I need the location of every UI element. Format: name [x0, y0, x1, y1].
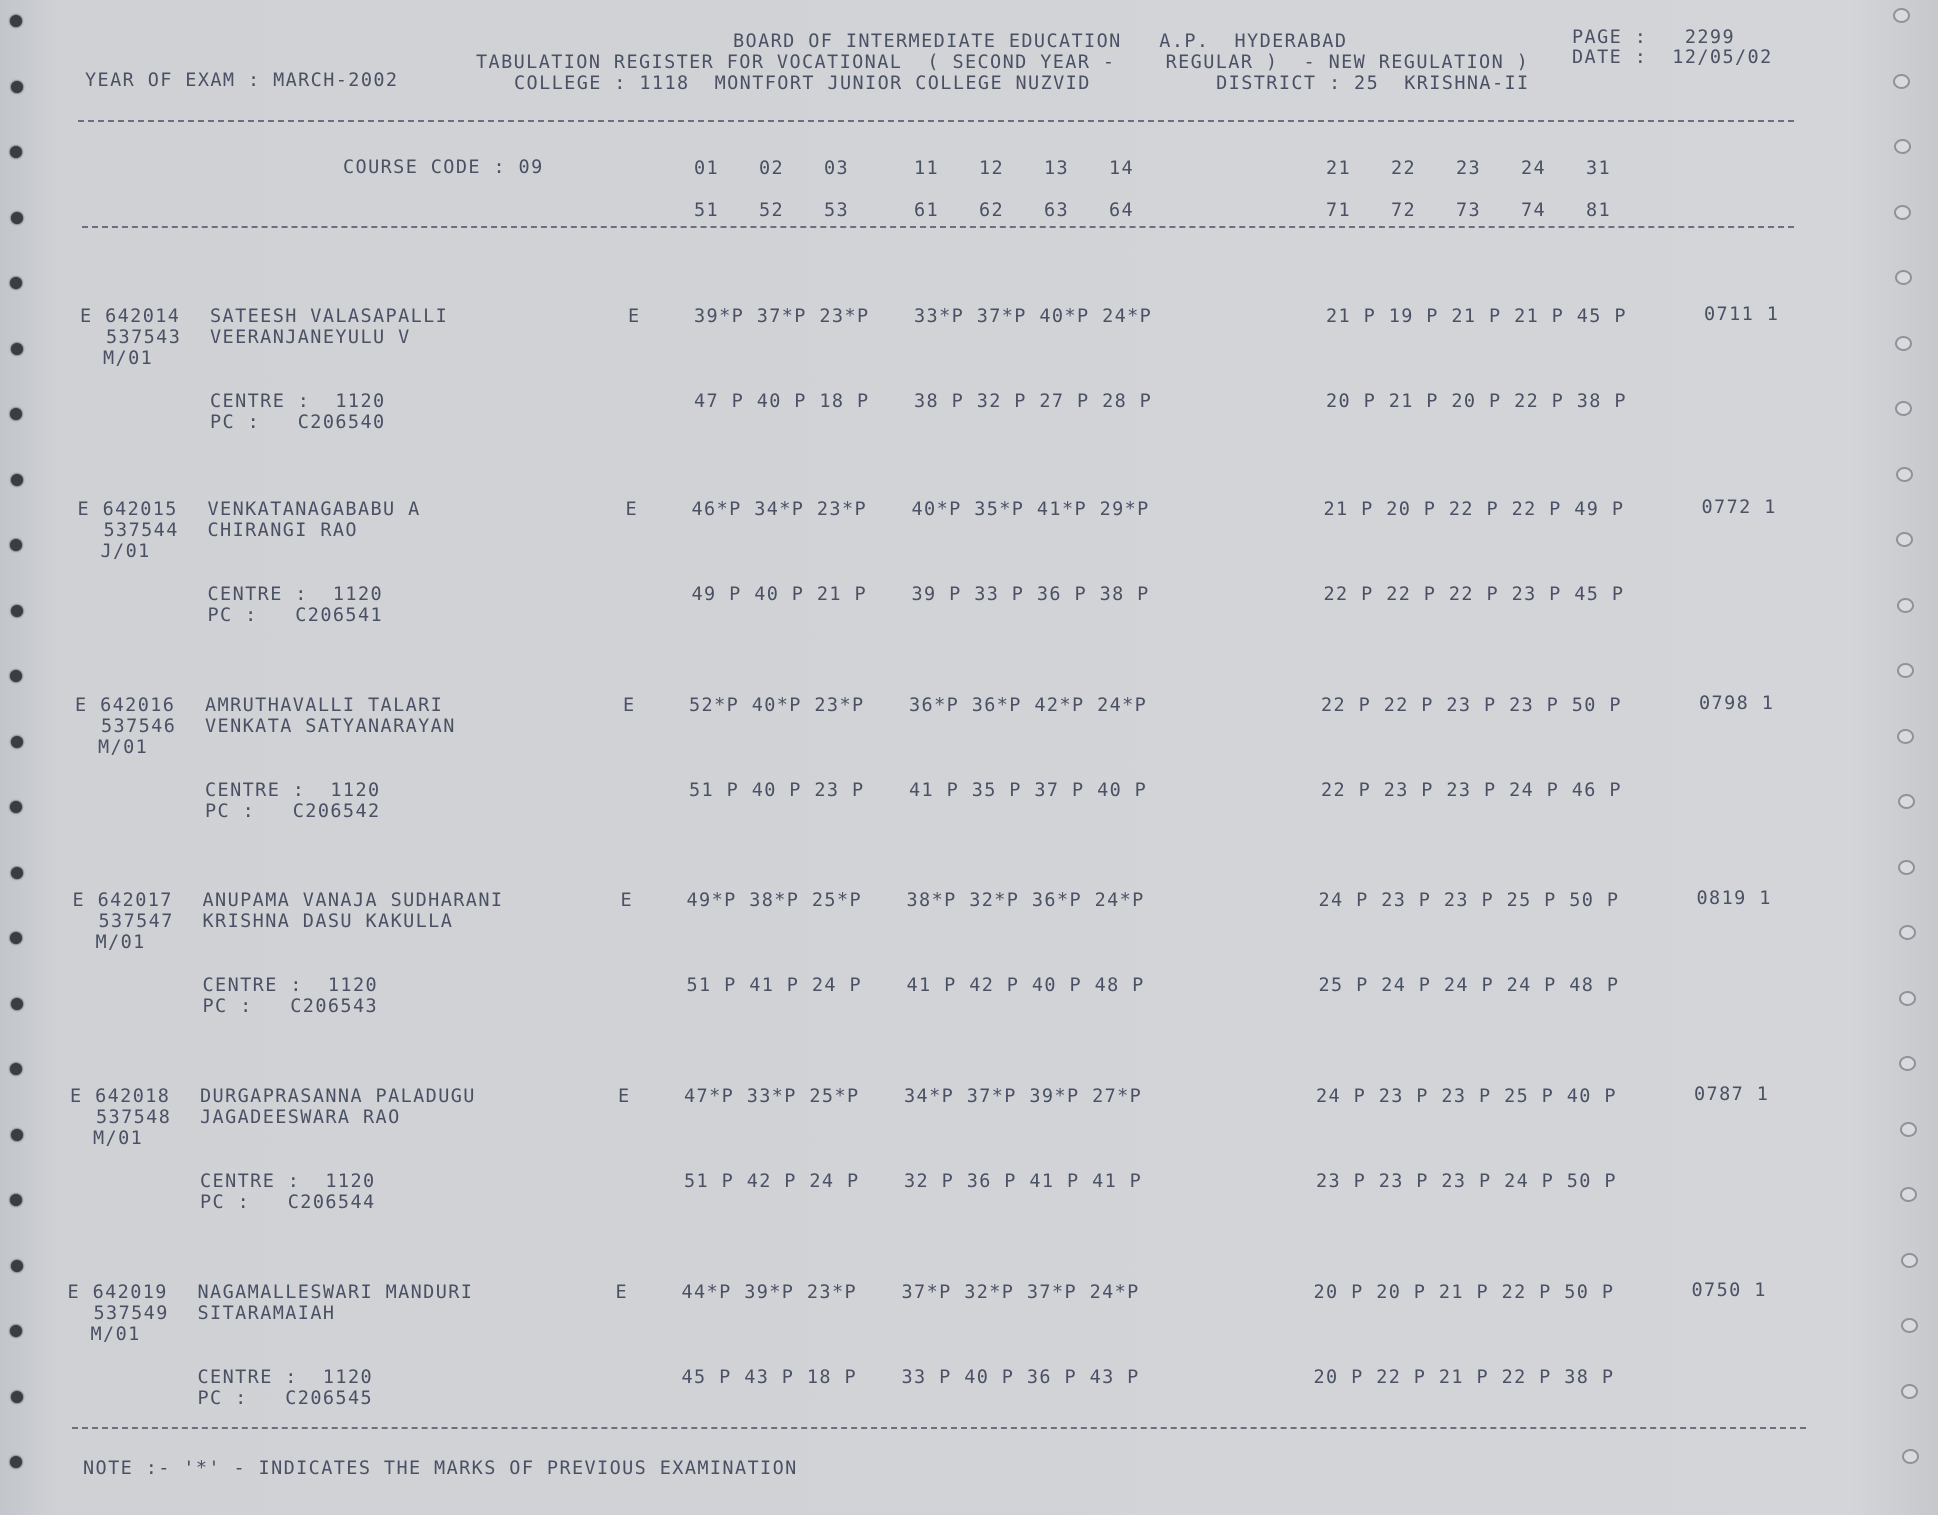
first-year-marks-group1: 49*P 38*P 25*P	[686, 890, 863, 911]
first-year-marks-group3: 21 P 19 P 21 P 21 P 45 P	[1326, 306, 1627, 327]
category-code: M/01	[95, 932, 146, 953]
roll-number: 537549	[93, 1303, 169, 1324]
second-year-marks-group1: 47 P 40 P 18 P	[694, 391, 870, 412]
column-header-cell: 52	[759, 200, 785, 221]
column-header-cell: 71	[1326, 200, 1352, 221]
second-year-marks-group2: 32 P 36 P 41 P 41 P	[904, 1171, 1143, 1192]
feed-hole	[11, 998, 23, 1010]
first-year-marks-group3: 20 P 20 P 21 P 22 P 50 P	[1313, 1282, 1615, 1303]
feed-hole	[11, 1391, 23, 1403]
first-year-marks-group3: 24 P 23 P 23 P 25 P 50 P	[1318, 890, 1620, 911]
father-name: JAGADEESWARA RAO	[200, 1107, 401, 1128]
category-code: J/01	[100, 541, 151, 562]
second-year-marks-group2: 38 P 32 P 27 P 28 P	[914, 391, 1153, 412]
feed-hole	[10, 1063, 22, 1075]
column-header-cell: 81	[1586, 200, 1612, 221]
second-year-marks-group1: 51 P 40 P 23 P	[689, 780, 865, 801]
category-code: M/01	[98, 737, 149, 758]
second-year-marks-group3: 20 P 22 P 21 P 22 P 38 P	[1313, 1367, 1615, 1388]
category-code: M/01	[93, 1128, 144, 1149]
pc-number: PC : C206544	[200, 1192, 376, 1213]
medium: E	[615, 1282, 629, 1303]
second-year-marks-group1: 51 P 42 P 24 P	[684, 1171, 860, 1192]
medium: E	[620, 890, 634, 911]
feed-hole	[10, 932, 22, 944]
feed-hole	[1900, 1187, 1917, 1202]
board-title: BOARD OF INTERMEDIATE EDUCATION A.P. HYDERABAD	[733, 31, 1348, 52]
candidate-name: AMRUTHAVALLI TALARI	[205, 695, 444, 716]
column-rule	[82, 226, 1794, 228]
college-district: COLLEGE : 1118 MONTFORT JUNIOR COLLEGE NUZVID DISTRICT : 25 KRISHNA-II	[514, 73, 1530, 94]
feed-hole	[10, 539, 22, 551]
pc-number: PC : C206540	[210, 412, 386, 433]
column-header-cell: 64	[1109, 200, 1135, 221]
feed-hole	[11, 343, 23, 355]
column-header-cell: 23	[1456, 158, 1482, 179]
print-date: DATE : 12/05/02	[1572, 47, 1773, 68]
father-name: SITARAMAIAH	[197, 1303, 336, 1324]
first-year-marks-group2: 33*P 37*P 40*P 24*P	[914, 306, 1153, 327]
exam-year: YEAR OF EXAM : MARCH-2002	[85, 70, 399, 91]
grand-total: 0772 1	[1701, 497, 1777, 518]
candidate-name: ANUPAMA VANAJA SUDHARANI	[202, 890, 504, 911]
feed-hole	[11, 474, 23, 486]
feed-hole	[1893, 74, 1910, 89]
exam-centre: CENTRE : 1120	[202, 975, 379, 996]
category-code: M/01	[90, 1324, 141, 1345]
second-year-marks-group3: 22 P 23 P 23 P 24 P 46 P	[1321, 780, 1622, 801]
first-year-marks-group2: 40*P 35*P 41*P 29*P	[911, 499, 1150, 520]
pc-number: PC : C206542	[205, 801, 381, 822]
first-year-marks-group2: 38*P 32*P 36*P 24*P	[906, 890, 1145, 911]
feed-hole	[11, 81, 23, 93]
feed-hole	[1898, 860, 1915, 875]
second-year-marks-group3: 25 P 24 P 24 P 24 P 48 P	[1318, 975, 1620, 996]
candidate-name: DURGAPRASANNA PALADUGU	[200, 1086, 476, 1107]
feed-hole	[10, 670, 22, 682]
first-year-marks-group3: 22 P 22 P 23 P 23 P 50 P	[1321, 695, 1622, 716]
roll-number: 537543	[106, 327, 182, 348]
second-year-marks-group2: 33 P 40 P 36 P 43 P	[901, 1367, 1140, 1388]
column-header-cell: 22	[1391, 158, 1417, 179]
feed-hole	[1900, 1122, 1917, 1137]
column-header-cell: 21	[1326, 158, 1352, 179]
feed-hole	[10, 1194, 22, 1206]
column-header-cell: 13	[1044, 158, 1070, 179]
feed-hole	[1901, 1384, 1918, 1399]
feed-hole	[1899, 1056, 1916, 1071]
pc-number: PC : C206543	[202, 996, 379, 1017]
hallticket-number: E 642016	[75, 695, 176, 716]
first-year-marks-group3: 21 P 20 P 22 P 22 P 49 P	[1323, 499, 1625, 520]
second-year-marks-group1: 49 P 40 P 21 P	[691, 584, 868, 605]
feed-hole	[1901, 1253, 1918, 1268]
roll-number: 537546	[101, 716, 177, 737]
second-year-marks-group3: 23 P 23 P 23 P 24 P 50 P	[1316, 1171, 1617, 1192]
pc-number: PC : C206541	[207, 605, 384, 626]
exam-centre: CENTRE : 1120	[200, 1171, 376, 1192]
feed-hole	[1897, 729, 1914, 744]
first-year-marks-group1: 46*P 34*P 23*P	[691, 499, 868, 520]
roll-number: 537544	[103, 520, 179, 541]
feed-hole	[11, 867, 23, 879]
feed-hole	[1898, 794, 1915, 809]
column-header-cell: 24	[1521, 158, 1547, 179]
feed-hole	[1896, 467, 1913, 482]
pc-number: PC : C206545	[197, 1388, 374, 1409]
header-rule	[78, 120, 1794, 122]
column-header-cell: 02	[759, 158, 785, 179]
second-year-marks-group3: 20 P 21 P 20 P 22 P 38 P	[1326, 391, 1627, 412]
register-title: TABULATION REGISTER FOR VOCATIONAL ( SECOND YEAR - REGULAR ) - NEW REGULATION )	[476, 52, 1530, 73]
feed-hole	[11, 212, 23, 224]
feed-hole	[11, 736, 23, 748]
column-header-cell: 31	[1586, 158, 1612, 179]
feed-hole	[10, 801, 22, 813]
candidate-name: SATEESH VALASAPALLI	[210, 306, 449, 327]
course-code: COURSE CODE : 09	[343, 157, 544, 178]
father-name: VENKATA SATYANARAYAN	[205, 716, 456, 737]
medium: E	[628, 306, 641, 327]
column-header-cell: 03	[824, 158, 850, 179]
feed-hole	[1895, 270, 1912, 285]
first-year-marks-group2: 34*P 37*P 39*P 27*P	[904, 1086, 1143, 1107]
page-number: PAGE : 2299	[1572, 27, 1735, 48]
feed-hole	[1902, 1449, 1919, 1464]
feed-hole	[1901, 1318, 1918, 1333]
feed-hole	[1894, 139, 1911, 154]
column-header-cell: 01	[694, 158, 720, 179]
candidate-name: VENKATANAGABABU A	[207, 499, 421, 520]
first-year-marks-group3: 24 P 23 P 23 P 25 P 40 P	[1316, 1086, 1617, 1107]
grand-total: 0750 1	[1691, 1280, 1767, 1301]
feed-hole	[10, 408, 22, 420]
grand-total: 0787 1	[1694, 1084, 1770, 1105]
medium: E	[623, 695, 636, 716]
column-header-cell: 74	[1521, 200, 1547, 221]
father-name: VEERANJANEYULU V	[210, 327, 411, 348]
column-header-cell: 14	[1109, 158, 1135, 179]
first-year-marks-group1: 47*P 33*P 25*P	[684, 1086, 860, 1107]
feed-hole	[1897, 663, 1914, 678]
footnote: NOTE :- '*' - INDICATES THE MARKS OF PREVIOUS EXAMINATION	[83, 1458, 798, 1479]
exam-centre: CENTRE : 1120	[210, 391, 386, 412]
grand-total: 0798 1	[1699, 693, 1775, 714]
feed-hole	[1897, 598, 1914, 613]
first-year-marks-group1: 39*P 37*P 23*P	[694, 306, 870, 327]
medium: E	[618, 1086, 631, 1107]
feed-hole	[10, 277, 22, 289]
column-header-cell: 63	[1044, 200, 1070, 221]
second-year-marks-group2: 39 P 33 P 36 P 38 P	[911, 584, 1150, 605]
feed-hole	[10, 146, 22, 158]
medium: E	[625, 499, 639, 520]
second-year-marks-group2: 41 P 35 P 37 P 40 P	[909, 780, 1148, 801]
grand-total: 0819 1	[1696, 888, 1772, 909]
hallticket-number: E 642015	[77, 499, 178, 520]
feed-hole	[10, 15, 22, 27]
first-year-marks-group2: 37*P 32*P 37*P 24*P	[901, 1282, 1140, 1303]
column-header-cell: 53	[824, 200, 850, 221]
exam-centre: CENTRE : 1120	[205, 780, 381, 801]
column-header-cell: 11	[914, 158, 940, 179]
second-year-marks-group1: 45 P 43 P 18 P	[681, 1367, 858, 1388]
feed-hole	[11, 605, 23, 617]
feed-hole	[11, 1129, 23, 1141]
column-header-cell: 12	[979, 158, 1005, 179]
column-header-cell: 72	[1391, 200, 1417, 221]
column-header-cell: 61	[914, 200, 940, 221]
candidate-name: NAGAMALLESWARI MANDURI	[197, 1282, 474, 1303]
father-name: CHIRANGI RAO	[207, 520, 358, 541]
grand-total: 0711 1	[1704, 304, 1780, 325]
feed-hole	[1893, 8, 1910, 23]
column-header-cell: 62	[979, 200, 1005, 221]
feed-hole	[11, 1260, 23, 1272]
column-header-cell: 51	[694, 200, 720, 221]
hallticket-number: E 642017	[72, 890, 173, 911]
first-year-marks-group1: 44*P 39*P 23*P	[681, 1282, 858, 1303]
feed-hole	[1899, 991, 1916, 1006]
column-header-cell: 73	[1456, 200, 1482, 221]
category-code: M/01	[103, 348, 154, 369]
first-year-marks-group2: 36*P 36*P 42*P 24*P	[909, 695, 1148, 716]
hallticket-number: E 642018	[70, 1086, 171, 1107]
footer-rule	[72, 1427, 1806, 1429]
roll-number: 537547	[98, 911, 174, 932]
second-year-marks-group3: 22 P 22 P 22 P 23 P 45 P	[1323, 584, 1625, 605]
feed-hole	[1895, 401, 1912, 416]
feed-hole	[1894, 205, 1911, 220]
hallticket-number: E 642019	[67, 1282, 168, 1303]
feed-hole	[10, 1325, 22, 1337]
feed-hole	[10, 1456, 22, 1468]
first-year-marks-group1: 52*P 40*P 23*P	[689, 695, 865, 716]
feed-hole	[1899, 925, 1916, 940]
exam-centre: CENTRE : 1120	[207, 584, 384, 605]
feed-hole	[1896, 532, 1913, 547]
exam-centre: CENTRE : 1120	[197, 1367, 374, 1388]
second-year-marks-group2: 41 P 42 P 40 P 48 P	[906, 975, 1145, 996]
feed-hole	[1895, 336, 1912, 351]
roll-number: 537548	[96, 1107, 172, 1128]
hallticket-number: E 642014	[80, 306, 181, 327]
second-year-marks-group1: 51 P 41 P 24 P	[686, 975, 863, 996]
father-name: KRISHNA DASU KAKULLA	[202, 911, 454, 932]
